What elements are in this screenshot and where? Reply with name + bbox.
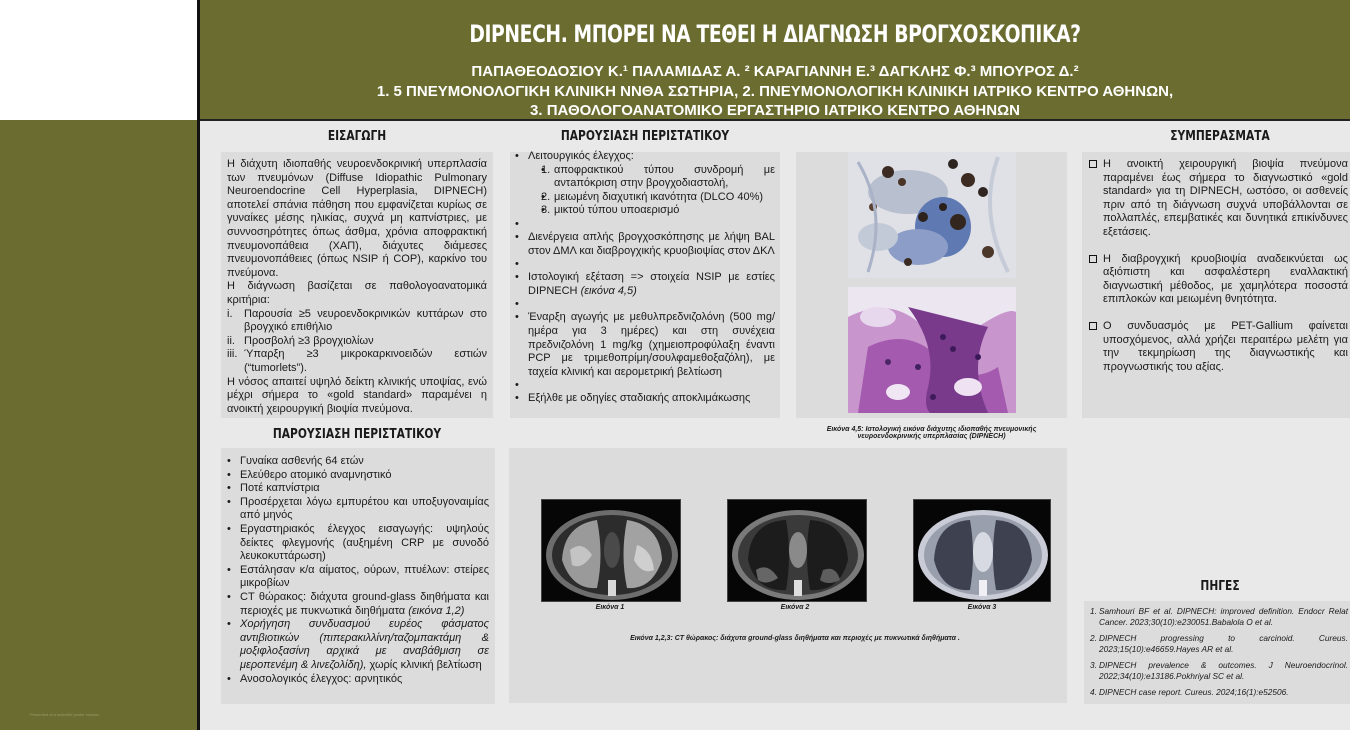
case-item: • Ανοσολογικός έλεγχος: αρνητικός xyxy=(227,673,489,687)
histology-image-5 xyxy=(848,287,1016,413)
case-text-2 xyxy=(515,150,775,406)
case-item: • Διενέργεια απλής βρογχοσκόπησης με λήψη BAL στον ΔΜΛ και διαβρογχικής κρυοβιοψίας στον ΔΚΛ xyxy=(515,231,775,258)
conclusion-item: Η διαβρογχική κρυοβιοψία αναδεικνύεται ως αξιόπιστη και ασφαλέστερη εναλλακτική διαγνωστική μέθοδος, με χαμηλότερα ποσοστά επιπλοκών και μειωμένη θνητότητα. xyxy=(1089,253,1348,307)
references-heading: ΠΗΓΕΣ xyxy=(1200,579,1240,594)
ct-image-1 xyxy=(541,499,681,602)
intro-paragraph-1: Η διάχυτη ιδιοπαθής νευροενδοκρινική υπερπλασία των πνευμόνων (Diffuse Idiopathic Pulmonary Neuroendocrine Cell Hyperplasia, DIPNECH) αποτελεί σπάνια πάθηση που εμφανίζεται κυρίως σε γυναίκες μέσης ηλικίας, συχνά μη καπνίστριες, με συννοσηρότητες όπως άσθμα, χρόνια αποφρακτική πνευμονοπάθεια (ΧΑΠ), διάχυτες διάμεσες πνευμονοπάθειες (όπως NSIP ή COP), καρκίνο του πνεύμονα. xyxy=(227,158,487,279)
histology-caption: Εικόνα 4,5: Ιστολογική εικόνα διάχυτης ιδιοπαθής πνευμονικής νευροενδοκρινικής υπερπλασίας (DIPNECH) xyxy=(826,426,1037,440)
func-item: • 1. αποφρακτικού τύπου συνδρομή με αντaπόκριση στην βρογχοδιαστολή, xyxy=(541,164,775,191)
reference-item: 2. DIPNECH progressing to carcinoid. Cureus. 2023;15(10):e46659.Hayes AR et al. xyxy=(1090,633,1348,654)
left-olive-panel xyxy=(0,120,197,730)
ct-caption: Εικόνα 1,2,3: CT θώρακος: διάχυτα ground-glass διηθήματα και περιοχές με πυκνωτικά διηθήματα . xyxy=(630,635,960,642)
ct-image-2 xyxy=(727,499,867,602)
func-item: • 3. μικτού τύπου υποαερισμό xyxy=(541,204,775,218)
reference-item: 1. Samhouri BF et al. DIPNECH: improved definition. Endocr Relat Cancer. 2023;30(10):e230051.Babalola O et al. xyxy=(1090,606,1348,627)
left-blank-panel xyxy=(0,0,197,120)
func-item: • 2. μειωμένη διαχυτική ικανότητα (DLCO 40%) xyxy=(541,191,775,205)
left-footnote: Presented at a scientific poster session xyxy=(30,712,100,717)
checkbox-bullet-icon xyxy=(1089,322,1097,330)
case-list-1 xyxy=(227,455,489,686)
case-item-func: • Λειτουργικός έλεγχος: • 1. αποφρακτικού τύπου συνδρομή με αντaπόκριση στην βρογχοδιαστολή, • 2. μειωμένη διαχυτική ικανότητα (DLCO 40%) • 3. μικτού τύπου υποαερισμό xyxy=(515,150,775,218)
intro-heading: ΕΙΣΑΓΩΓΗ xyxy=(327,129,387,144)
spacer xyxy=(515,379,775,392)
spacer xyxy=(515,298,775,311)
case-text-1 xyxy=(227,455,489,686)
conclusions-heading: ΣΥΜΠΕΡΑΣΜΑΤΑ xyxy=(1170,129,1270,144)
references-list xyxy=(1090,606,1348,704)
case-item: • Ελεύθερο ατομικό αναμνηστικό xyxy=(227,469,489,483)
criteria-item: ii. Προσβολή ≥3 βρογχιολίων xyxy=(227,334,374,347)
intro-paragraph-2: Η διάγνωση βασίζεται σε παθολογοανατομικά κριτήρια: xyxy=(227,280,487,306)
case-item: • Ιστολογική εξέταση => στοιχεία NSIP με εστίες DIPNECH (εικόνα 4,5) xyxy=(515,271,775,298)
poster-title: DIPNECH. ΜΠΟΡΕΙ ΝΑ ΤΕΘΕΙ Η ΔΙΑΓΝΩΣΗ ΒΡΟΓΧΟΣΚΟΠΙΚΑ? xyxy=(469,20,1081,48)
case-item: • Εργαστηριακός έλεγχος εισαγωγής: υψηλούς δείκτες φλεγμονής (αυξημένη CRP με συνοδό λευκοκυττάρωση) xyxy=(227,523,489,564)
poster-header xyxy=(200,0,1350,121)
ct-image-3 xyxy=(913,499,1051,602)
ct-label-3: Εικόνα 3 xyxy=(967,604,997,611)
ct-label-2: Εικόνα 2 xyxy=(780,604,810,611)
case-heading-2: ΠΑΡΟΥΣΙΑΣΗ ΠΕΡΙΣΤΑΤΙΚΟΥ xyxy=(560,129,730,144)
case-item: • Ποτέ καπνίστρια xyxy=(227,482,489,496)
reference-item: 4. DIPNECH case report. Cureus. 2024;16(1):e52506. xyxy=(1090,687,1289,697)
case-item-ct: • CT θώρακος: διάχυτα ground-glass διηθήματα και περιοχές με πυκνωτικά διηθήματα (εικόνα 1,2) xyxy=(227,591,489,618)
case-item: • Προσέρχεται λόγω εμπυρέτου και υποξυγοναιμίας από μηνός xyxy=(227,496,489,523)
spacer xyxy=(515,218,775,231)
case-list-2 xyxy=(515,150,775,406)
case-heading-1: ΠΑΡΟΥΣΙΑΣΗ ΠΕΡΙΣΤΑΤΙΚΟΥ xyxy=(272,427,442,442)
spacer xyxy=(515,258,775,271)
reference-item: 3. DIPNECH prevalence & outcomes. J Neuroendocrinol. 2022;34(10):e13186.Pokhriyal SC et al. xyxy=(1090,660,1348,681)
conclusions-text xyxy=(1089,158,1348,387)
affiliations-line-1: 1. 5 ΠΝΕΥΜΟΝΟΛΟΓΙΚΗ ΚΛΙΝΙΚΗ ΝΝΘΑ ΣΩΤΗΡΙΑ, 2. ΠΝΕΥΜΟΝΟΛΟΓΙΚΗ ΚΛΙΝΙΚΗ ΙΑΤΡΙΚΟ ΚΕΝΤΡΟ ΑΘΗΝΩΝ, xyxy=(376,83,1174,100)
case-item: • Έναρξη αγωγής με μεθυλπρεδνιζολόνη (500 mg/ημέρα για 3 ημέρες) και στη συνέχεια πρεδνιζολόνη 1 mg/kg (χημειοπροφύλαξη έναντι PCP με τριμεθοπρίμη/σουλφαμεθοξαζόλη), με ταχεία κλινική και αερομετρική βελτίωση xyxy=(515,311,775,379)
conclusion-item: Η ανοικτή χειρουργική βιοψία πνεύμονα παραμένει έως σήμερα το διαγνωστικό «gold standard» για τη DIPNECH, ωστόσο, οι ασθενείς πριν από τη διάγνωση συχνά υποβάλλονται σε πολλαπλές, επεμβατικές και δυνητικά επικίνδυνες εξετάσεις. xyxy=(1089,158,1348,240)
conclusions-list xyxy=(1089,158,1348,374)
case-item: • Εστάλησαν κ/α αίματος, ούρων, πτυέλων: στείρες μικροβίων xyxy=(227,564,489,591)
affiliations-line-2: 3. ΠΑΘΟΛΟΓΟΑΝΑΤΟΜΙΚΟ ΕΡΓΑΣΤΗΡΙΟ ΙΑΤΡΙΚΟ ΚΕΝΤΡΟ ΑΘΗΝΩΝ xyxy=(530,102,1020,119)
case-item-antibiotics: • Χορήγηση συνδυασμού ευρέος φάσματος αντιβιοτικών (πιπερακιλλίνη/ταζομπακτάμη & μοξιφλοξασίνη αρχικά με αναβάθμιση σε μεροπενέμη & λινεζολίδη), χωρίς κλινική βελτίωση xyxy=(227,618,489,672)
checkbox-bullet-icon xyxy=(1089,255,1097,263)
intro-paragraph-3: Η νόσος απαιτεί υψηλό δείκτη κλινικής υποψίας, ενώ μέχρι σήμερα το «gold standard» παραμένει η ανοικτή χειρουργική βιοψία πνεύμονα. xyxy=(227,375,487,415)
criteria-item: iii. Ύπαρξη ≥3 μικροκαρκινοειδών εστιών (“tumorlets”). xyxy=(227,348,487,374)
ct-label-1: Εικόνα 1 xyxy=(595,604,625,611)
criteria-list xyxy=(227,308,487,376)
criteria-item: i. Παρουσία ≥5 νευροενδοκρινικών κυττάρων στο βρογχικό επιθήλιο xyxy=(227,307,487,334)
histology-image-4 xyxy=(848,152,1016,278)
case-item: • Γυναίκα ασθενής 64 ετών xyxy=(227,455,489,469)
case-item: • Εξήλθε με οδηγίες σταδιακής αποκλιμάκωσης xyxy=(515,392,775,406)
intro-text xyxy=(227,158,487,416)
conclusion-item: Ο συνδυασμός με PET-Gallium φαίνεται υποσχόμενος, αλλά χρήζει περαιτέρω μελέτη για την τεκμηρίωση της διαγνωστικής και προγνωστικής του αξίας. xyxy=(1089,320,1348,374)
authors-line: ΠΑΠΑΘΕΟΔΟΣΙΟΥ Κ.¹ ΠΑΛΑΜΙΔΑΣ Α. ² ΚΑΡΑΓΙΑΝΝΗ Ε.³ ΔΑΓΚΛΗΣ Φ.³ ΜΠΟΥΡΟΣ Δ.² xyxy=(471,63,1079,80)
func-list xyxy=(528,164,775,218)
checkbox-bullet-icon xyxy=(1089,160,1097,168)
